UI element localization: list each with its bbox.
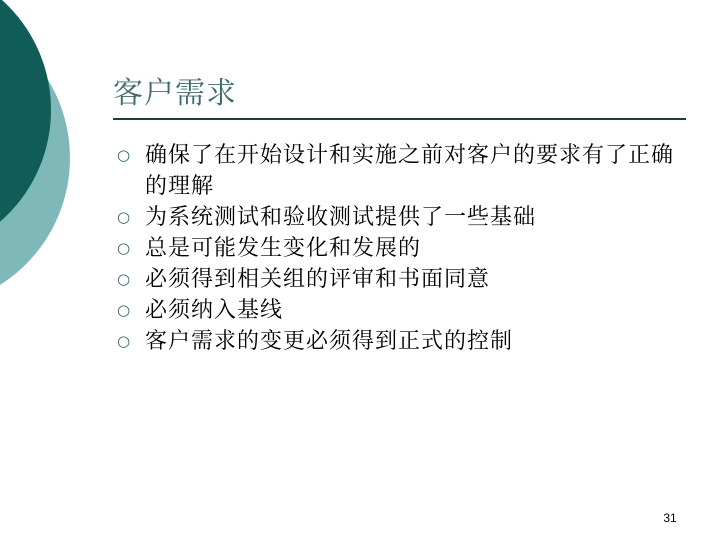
circle-bullet-icon: ○ <box>117 146 132 164</box>
bullet-text: 客户需求的变更必须得到正式的控制 <box>145 329 514 354</box>
circle-bullet-icon: ○ <box>117 270 132 288</box>
circle-bullet-icon: ○ <box>117 239 132 257</box>
bullet-item <box>117 233 677 264</box>
page-number: 31 <box>663 511 677 525</box>
bullet-text: 确保了在开始设计和实施之前对客户的要求有了正确的理解 <box>145 143 675 199</box>
bullet-text: 必须得到相关组的评审和书面同意 <box>145 267 491 292</box>
bullet-item <box>117 202 677 233</box>
bullet-text: 为系统测试和验收测试提供了一些基础 <box>145 205 537 230</box>
slide-title: 客户需求 <box>113 76 237 111</box>
decorative-circles <box>0 0 120 300</box>
title-divider <box>113 118 686 120</box>
circle-bullet-icon: ○ <box>117 332 132 350</box>
bullet-item <box>117 295 677 326</box>
circle-bullet-icon: ○ <box>117 208 132 226</box>
bullet-item <box>117 264 677 295</box>
bullet-item <box>117 140 677 202</box>
circle-bullet-icon: ○ <box>117 301 132 319</box>
bullet-text: 必须纳入基线 <box>145 298 284 323</box>
bullet-list <box>117 140 677 357</box>
bullet-text: 总是可能发生变化和发展的 <box>145 236 422 261</box>
bullet-item <box>117 326 677 357</box>
